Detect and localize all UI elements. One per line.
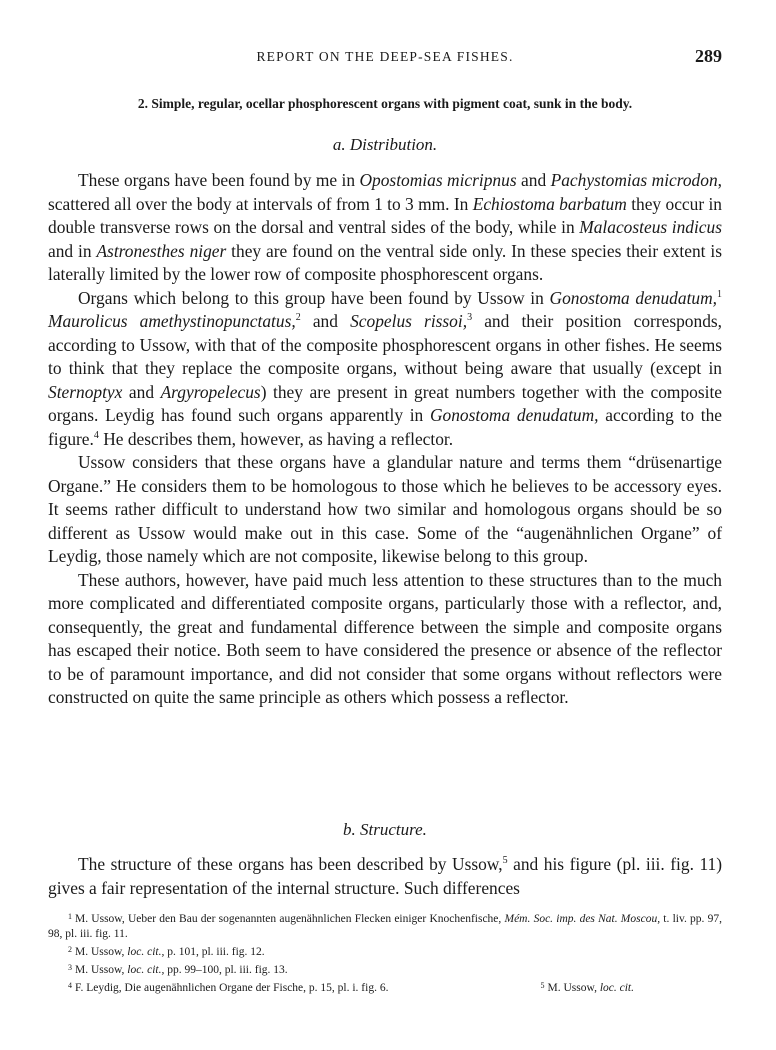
footnote-ref-1: 1 (717, 288, 723, 300)
footnotes (48, 909, 722, 996)
body-text-distribution (48, 169, 722, 710)
subheading-structure: b. Structure. (343, 820, 427, 839)
paragraph-3: Ussow considers that these organs have a glandular nature and terms them “drüsenartige Organe.” He considers them to be homologous to those which he believes to be accessory eyes. It seems rather difficult to understand how two similar and homologous organs should be so different as Ussow would make out in this case. Some of the “augenähnlichen Organe” of Leydig, those namely which are not composite, likewise belong to this group. (48, 452, 722, 566)
footnote-ref-3: 3 (467, 312, 473, 323)
page (48, 0, 722, 1050)
paragraph-2: Organs which belong to this group have been found by Ussow in Gonostoma denudatum,$^1$ Maurolicus amethystinopunctatus,$^2$ and Scopelus rissoi,$^3$ and their position corresponds, according to Ussow, with that of the composite phosphorescent organs in other fishes. He seems to think that they replace the composite organs, without being aware that usually (except in Sternoptyx and Argyropelecus) they are present in great numbers together with the composite organs. Leydig has found such organs apparently in Gonostoma denudatum, according to the figure.$^4$ He describes them, however, as having a reflector. (48, 287, 723, 449)
running-title: REPORT ON THE DEEP-SEA FISHES. (256, 49, 514, 64)
section-heading: 2. Simple, regular, ocellar phosphorescent organs with pigment coat, sunk in the body. (137, 96, 633, 111)
page-number: 289 (695, 46, 722, 66)
footnote-4: $^4$ F. Leydig, Die augenähnlichen Organe der Fische, p. 15, pl. i. fig. 6. (68, 981, 389, 994)
footnote-2: $^2$ M. Ussow, loc. cit., p. 101, pl. iii. fig. 12. (68, 945, 265, 958)
footnote-3: $^3$ M. Ussow, loc. cit., pp. 99–100, pl. iii. fig. 13. (68, 963, 288, 976)
paragraph-5: The structure of these organs has been described by Ussow,$^5$ and his figure (pl. iii. fig. 11) gives a fair representation of the internal structure. Such differences (48, 854, 722, 898)
footnote-row (48, 978, 722, 996)
footnote-5: $^5$ M. Ussow, loc. cit. (540, 981, 634, 994)
paragraph-1: These organs have been found by me in Opostomias micripnus and Pachystomias microdon, scattered all over the body at intervals of from 1 to 3 mm. In Echiostoma barbatum they occur in double transverse rows on the dorsal and ventral sides of the body, while in Malacosteus indicus and in Astronesthes niger they are found on the ventral side only. In these species their extent is laterally limited by the lower row of composite phosphorescent organs. (48, 170, 723, 284)
subheading-distribution: a. Distribution. (332, 135, 438, 154)
running-header (48, 46, 722, 71)
footnote-ref-2: 2 (295, 312, 301, 323)
body-text-structure (48, 853, 722, 900)
footnote-ref-5: 5 (502, 855, 508, 866)
footnote-1: $^1$ M. Ussow, Ueber den Bau der sogenannten augenähnlichen Flecken einiger Knochenfische, Mém. Soc. imp. des Nat. Moscou, t. liv. pp. 97, 98, pl. iii. fig. 11. (48, 912, 722, 940)
paragraph-4: These authors, however, have paid much less attention to these structures than to the much more complicated and differentiated composite organs, particularly those with a reflector, and, consequently, the great and fundamental difference between the simple and composite organs has escaped their notice. Both seem to have considered the presence or absence of the reflector to be of paramount importance, and did not consider that some organs without reflectors were constructed on quite the same principle as others which possess a reflector. (48, 569, 722, 707)
footnote-ref-4: 4 (93, 429, 99, 441)
